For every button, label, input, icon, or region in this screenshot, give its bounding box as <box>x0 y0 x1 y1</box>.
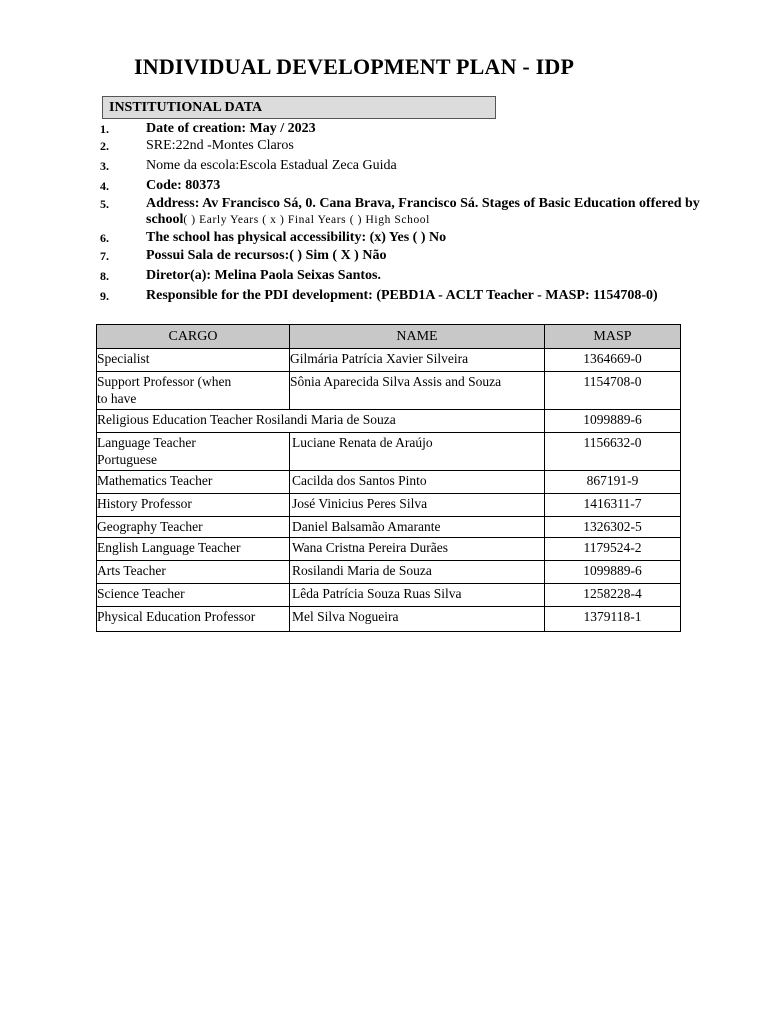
table-row <box>97 471 681 494</box>
name-cell: Lêda Patrícia Souza Ruas Silva <box>290 584 545 607</box>
item-number: 2. <box>100 139 109 153</box>
masp-cell: 1326302-5 <box>545 517 681 538</box>
table-row <box>97 372 681 410</box>
name-cell: Wana Cristna Pereira Durães <box>290 538 545 561</box>
education-stages: ( ) Early Years ( x ) Final Years ( ) High School <box>183 214 430 226</box>
table-row <box>97 494 681 517</box>
item-number: 4. <box>100 179 109 193</box>
masp-cell: 1364669-0 <box>545 349 681 372</box>
column-header-masp: MASP <box>545 325 681 349</box>
masp-cell: 1179524-2 <box>545 538 681 561</box>
cargo-cell: Science Teacher <box>97 584 290 607</box>
item-text: Code: 80373 <box>146 178 221 193</box>
cargo-cell: History Professor <box>97 494 290 517</box>
item-number: 1. <box>100 122 109 136</box>
item-number: 3. <box>100 159 109 173</box>
name-cell: José Vinicius Peres Silva <box>290 494 545 517</box>
item-number: 7. <box>100 249 109 263</box>
item-text: Address: Av Francisco Sá, 0. Cana Brava, Francisco Sá. Stages of Basic Education offered by <box>146 196 700 211</box>
staff-table <box>96 324 681 632</box>
column-header-cargo: CARGO <box>97 325 290 349</box>
cargo-line-1: Support Professor (when <box>97 374 232 389</box>
name-cell: Sônia Aparecida Silva Assis and Souza <box>290 372 545 410</box>
masp-cell: 1154708-0 <box>545 372 681 410</box>
masp-cell: 1379118-1 <box>545 607 681 632</box>
item-text: Nome da escola:Escola Estadual Zeca Guida <box>146 158 397 173</box>
masp-cell: 1099889-6 <box>545 410 681 433</box>
document-title: INDIVIDUAL DEVELOPMENT PLAN - IDP <box>134 54 575 79</box>
table-row <box>97 561 681 584</box>
cargo-cell: Geography Teacher <box>97 517 290 538</box>
name-cell: Luciane Renata de Araújo <box>290 433 545 471</box>
name-cell: Cacilda dos Santos Pinto <box>290 471 545 494</box>
table-header-row <box>97 325 681 349</box>
cargo-cell: Specialist <box>97 349 290 372</box>
cargo-cell: Mathematics Teacher <box>97 471 290 494</box>
item-text: Possui Sala de recursos:( ) Sim ( X ) Não <box>146 248 387 263</box>
name-cell: Gilmária Patrícia Xavier Silveira <box>290 349 545 372</box>
cargo-line-1: Language Teacher <box>97 435 196 450</box>
table-row <box>97 433 681 471</box>
table-row <box>97 410 681 433</box>
table-row <box>97 349 681 372</box>
masp-cell: 1156632-0 <box>545 433 681 471</box>
table-row <box>97 517 681 538</box>
item-number: 8. <box>100 269 109 283</box>
item-text: The school has physical accessibility: (x) Yes ( ) No <box>146 230 447 245</box>
cargo-line-2: to have <box>97 391 137 406</box>
masp-cell: 867191-9 <box>545 471 681 494</box>
cargo-cell <box>97 372 290 410</box>
item-number: 6. <box>100 231 109 245</box>
table-row <box>97 538 681 561</box>
cargo-cell: English Language Teacher <box>97 538 290 561</box>
name-cell: Daniel Balsamão Amarante <box>290 517 545 538</box>
cargo-line-2: Portuguese <box>97 452 157 467</box>
item-text: SRE:22nd -Montes Claros <box>146 138 294 153</box>
item-number: 5. <box>100 197 109 211</box>
cargo-cell: Physical Education Professor <box>97 607 290 632</box>
section-header-institutional-data: INSTITUTIONAL DATA <box>102 96 496 119</box>
item-text: Diretor(a): Melina Paola Seixas Santos. <box>146 268 381 283</box>
cargo-cell: Religious Education Teacher Rosilandi Maria de Souza <box>97 410 545 433</box>
cargo-cell <box>97 433 290 471</box>
item-number: 9. <box>100 289 109 303</box>
item-text-continuation <box>146 212 430 228</box>
table-row <box>97 584 681 607</box>
item-text: Responsible for the PDI development: (PEBD1A - ACLT Teacher - MASP: 1154708-0) <box>146 288 658 303</box>
name-cell: Mel Silva Nogueira <box>290 607 545 632</box>
masp-cell: 1099889-6 <box>545 561 681 584</box>
column-header-name: NAME <box>290 325 545 349</box>
name-cell: Rosilandi Maria de Souza <box>290 561 545 584</box>
item-text: Date of creation: May / 2023 <box>146 121 316 136</box>
masp-cell: 1258228-4 <box>545 584 681 607</box>
table-row <box>97 607 681 632</box>
school-label: school <box>146 212 184 227</box>
masp-cell: 1416311-7 <box>545 494 681 517</box>
cargo-cell: Arts Teacher <box>97 561 290 584</box>
